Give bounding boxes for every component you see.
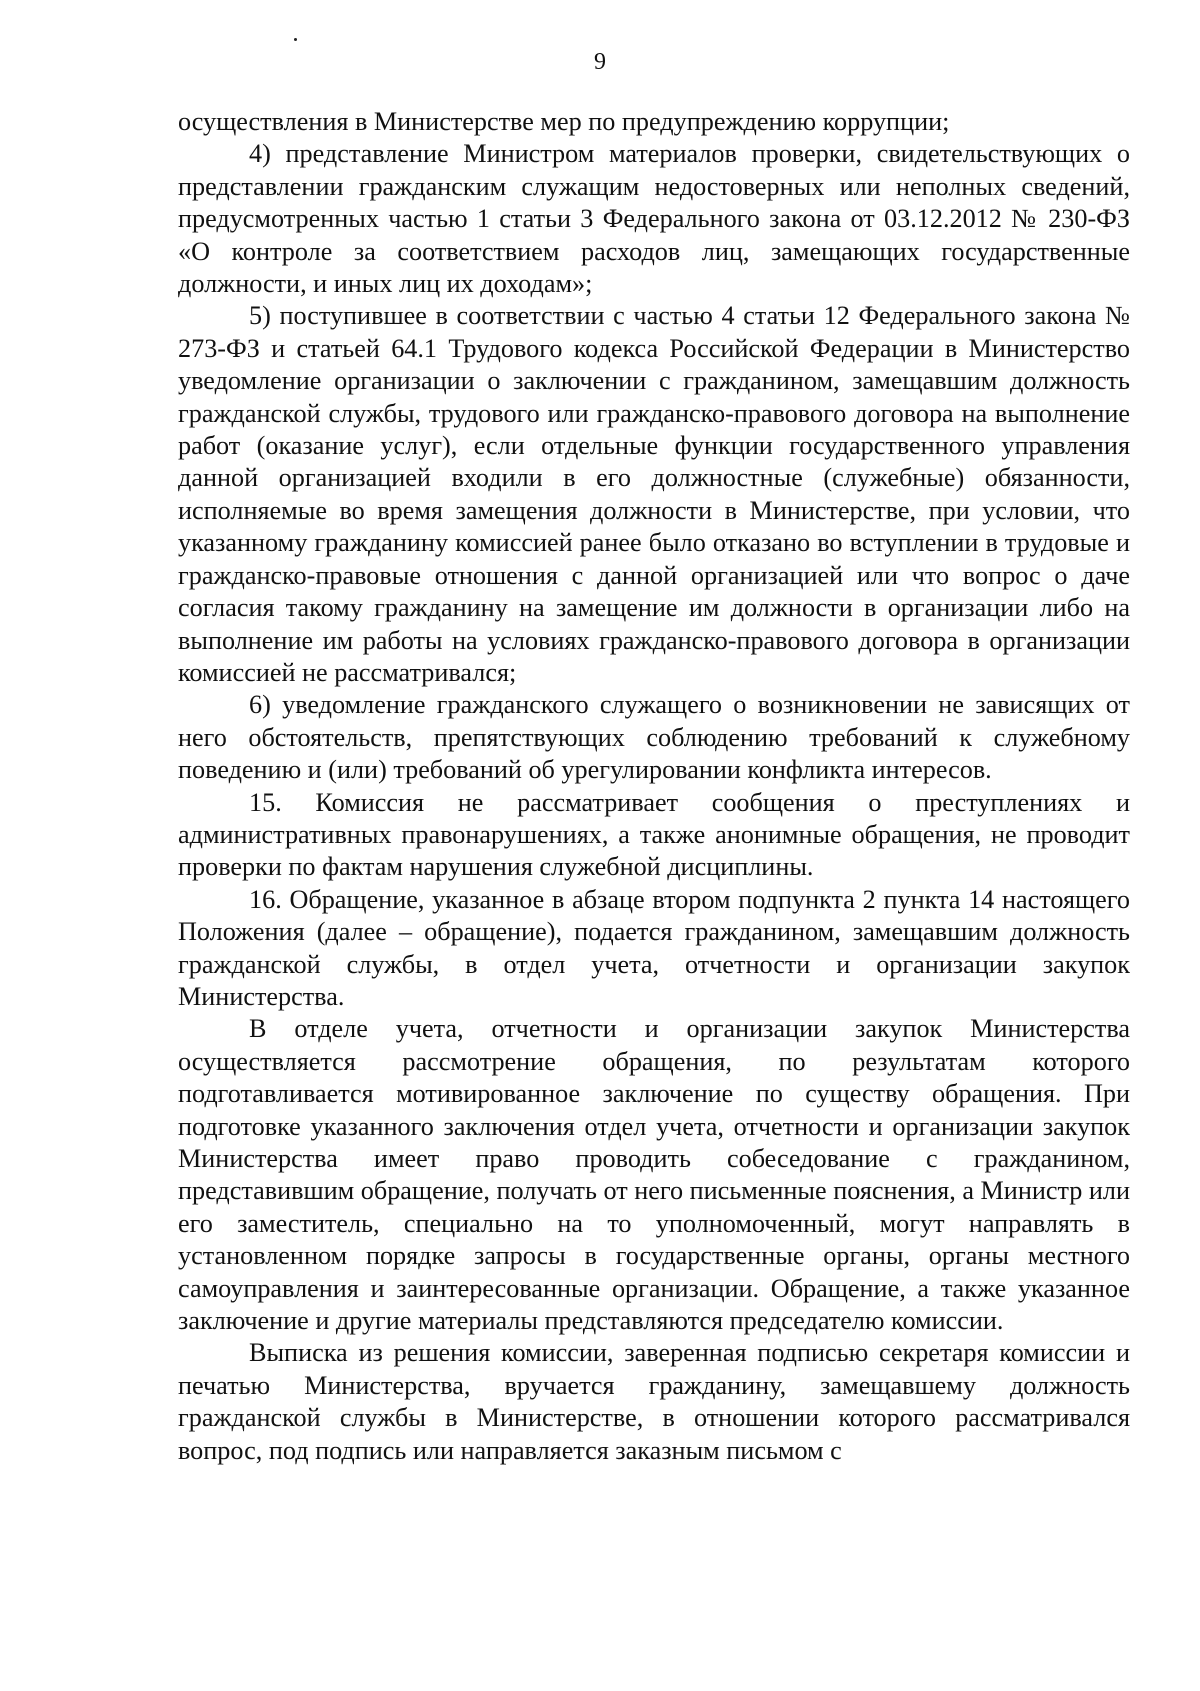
- paragraph-decision-extract: Выписка из решения комиссии, заверенная подписью секретаря комиссии и печатью Министерства, вручается гражданину, замещавшему должность гражданской службы в Министерстве, в отношении которого рассматривался вопрос, под подпись или направляется заказным письмом с: [178, 1338, 1130, 1465]
- paragraph-item-5: 5) поступившее в соответствии с частью 4 статьи 12 Федерального закона № 273-ФЗ и статьей 64.1 Трудового кодекса Российской Федерации в Министерство уведомление организации о заключении с гражданином, замещавшим должность гражданской службы, трудового или гражданско-правового договора на выполнение работ (оказание услуг), если отдельные функции государственного управления данной организацией входили в его должностные (служебные) обязанности, исполняемые во время замещения должности в Министерстве, при условии, что указанному гражданину комиссией ранее было отказано во вступлении в трудовые и гражданско-правовые отношения с данной организацией или что вопрос о даче согласия такому гражданину на замещение им должности в организации либо на выполнение им работы на условиях гражданско-правового договора в организации комиссией не рассматривался;: [178, 301, 1130, 687]
- document-body: [178, 106, 1130, 1467]
- paragraph-clause-15: 15. Комиссия не рассматривает сообщения о преступлениях и административных правонарушениях, а также анонимные обращения, не проводит проверки по фактам нарушения служебной дисциплины.: [178, 787, 1130, 882]
- scan-speck: [294, 38, 297, 41]
- paragraph-continuation: осуществления в Министерстве мер по предупреждению коррупции;: [178, 107, 950, 136]
- paragraph-item-6: 6) уведомление гражданского служащего о возникновении не зависящих от него обстоятельств, препятствующих соблюдению требований к служебному поведению и (или) требований об урегулировании конфликта интересов.: [178, 690, 1130, 785]
- paragraph-review-procedure: В отделе учета, отчетности и организации закупок Министерства осуществляется рассмотрение обращения, по результатам которого подготавливается мотивированное заключение по существу обращения. При подготовке указанного заключения отдел учета, отчетности и организации закупок Министерства имеет право проводить собеседование с гражданином, представившим обращение, получать от него письменные пояснения, а Министр или его заместитель, специально на то уполномоченный, могут направлять в установленном порядке запросы в государственные органы, органы местного самоуправления и заинтересованные организации. Обращение, а также указанное заключение и другие материалы представляются председателю комиссии.: [178, 1014, 1130, 1336]
- paragraph-clause-16: 16. Обращение, указанное в абзаце втором подпункта 2 пункта 14 настоящего Положения (далее – обращение), подается гражданином, замещавшим должность гражданской службы, в отдел учета, отчетности и организации закупок Министерства.: [178, 884, 1130, 1011]
- page-number: 9: [594, 49, 606, 75]
- paragraph-item-4: 4) представление Министром материалов проверки, свидетельствующих о представлении гражданским служащим недостоверных или неполных сведений, предусмотренных частью 1 статьи 3 Федерального закона от 03.12.2012 № 230-ФЗ «О контроле за соответствием расходов лиц, замещающих государственные должности, и иных лиц их доходам»;: [178, 139, 1130, 299]
